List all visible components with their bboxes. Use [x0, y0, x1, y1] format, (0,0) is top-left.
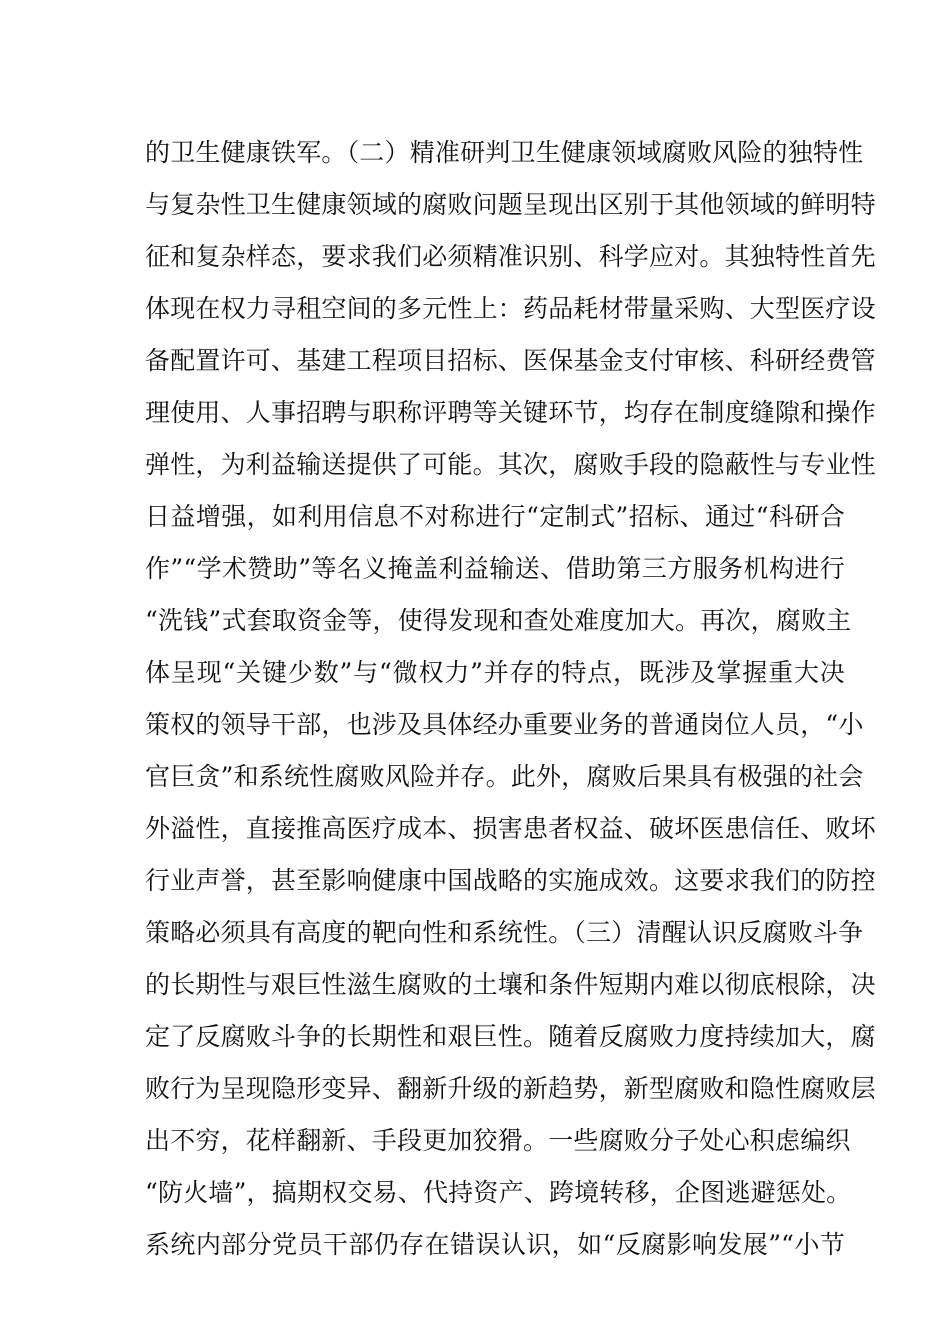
text-line: 作”“学术赞助”等名义掩盖利益输送、借助第三方服务机构进行	[145, 554, 845, 583]
text-line: “洗钱”式套取资金等，使得发现和查处难度加大。再次，腐败主	[145, 606, 852, 635]
text-line: 备配置许可、基建工程项目招标、医保基金支付审核、科研经费管	[145, 346, 876, 375]
text-line: 弹性，为利益输送提供了可能。其次，腐败手段的隐蔽性与专业性	[145, 450, 876, 479]
text-line: “防火墙”，搞期权交易、代持资产、跨境转移，企图逃避惩处。	[145, 1178, 852, 1207]
text-line: 体呈现“关键少数”与“微权力”并存的特点，既涉及掌握重大决	[145, 658, 845, 687]
body-text	[145, 131, 876, 1275]
text-line: 理使用、人事招聘与职称评聘等关键环节，均存在制度缝隙和操作	[145, 398, 876, 427]
text-line: 与复杂性卫生健康领域的腐败问题呈现出区别于其他领域的鲜明特	[145, 190, 876, 219]
text-line: 策略必须具有高度的靶向性和系统性。（三）清醒认识反腐败斗争	[145, 918, 864, 947]
text-line: 征和复杂样态，要求我们必须精准识别、科学应对。其独特性首先	[145, 242, 876, 271]
text-line: 定了反腐败斗争的长期性和艰巨性。随着反腐败力度持续加大，腐	[145, 1022, 876, 1051]
text-line: 日益增强，如利用信息不对称进行“定制式”招标、通过“科研合	[145, 502, 845, 531]
text-line: 体现在权力寻租空间的多元性上：药品耗材带量采购、大型医疗设	[145, 294, 876, 323]
text-line: 外溢性，直接推高医疗成本、损害患者权益、破坏医患信任、败坏	[145, 814, 876, 843]
text-line: 的卫生健康铁军。（二）精准研判卫生健康领域腐败风险的独特性	[145, 138, 864, 167]
text-line: 出不穷，花样翻新、手段更加狡猾。一些腐败分子处心积虑编织	[145, 1126, 851, 1155]
text-line: 行业声誉，甚至影响健康中国战略的实施成效。这要求我们的防控	[145, 866, 876, 895]
text-line: 的长期性与艰巨性滋生腐败的土壤和条件短期内难以彻底根除，决	[145, 970, 876, 999]
text-line: 官巨贪”和系统性腐败风险并存。此外，腐败后果具有极强的社会	[145, 762, 864, 791]
text-line: 败行为呈现隐形变异、翻新升级的新趋势，新型腐败和隐性腐败层	[145, 1074, 876, 1103]
text-line: 策权的领导干部，也涉及具体经办重要业务的普通岗位人员，“小	[145, 710, 864, 739]
text-line: 系统内部分党员干部仍存在错误认识，如“反腐影响发展”“小节	[145, 1230, 845, 1259]
